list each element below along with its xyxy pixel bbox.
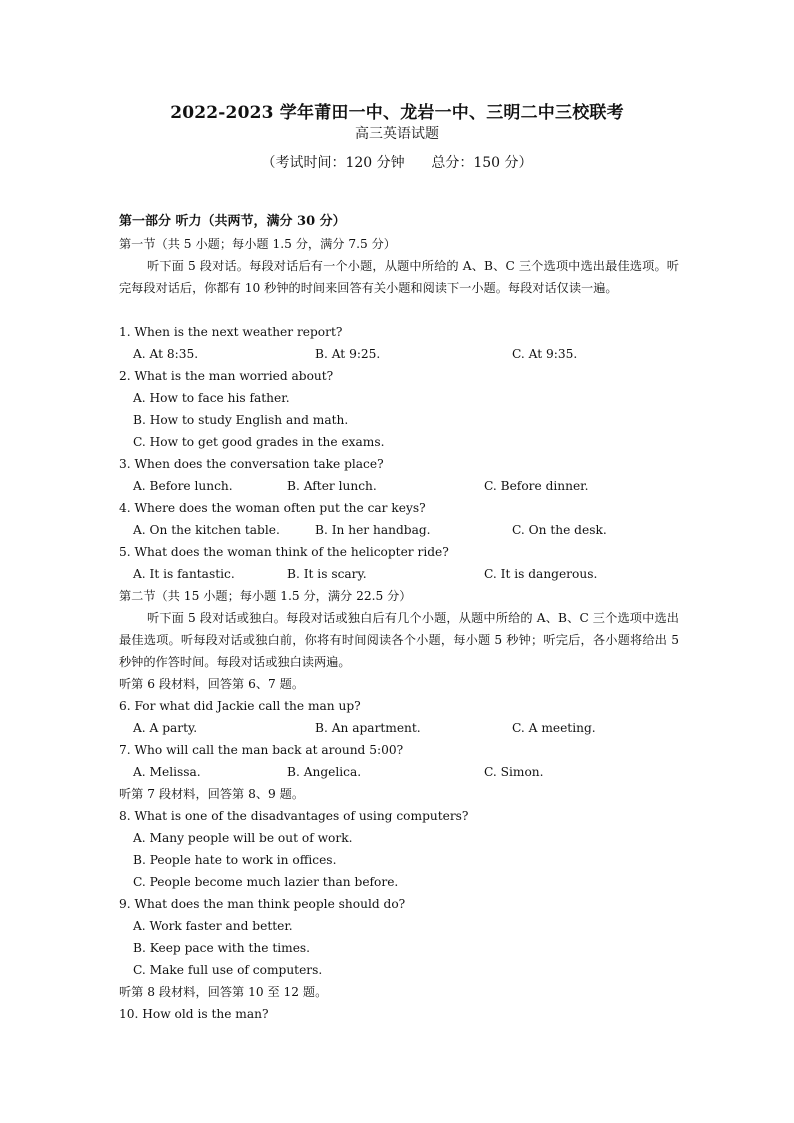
section2-instruction: 听下面 5 段对话或独白。每段对话或独白后有几个小题，从题中所给的 A、B、C 三个选项中选出最佳选项。听每段对话或独白前，你将有时间阅读各个小题，每小题 5 秒钟；听完后，各小题将给出 5 秒钟的作答时间。每段对话或独白读两遍。 — [119, 611, 679, 669]
exam-content — [119, 211, 679, 1025]
section1-heading: 第一节（共 5 小题；每小题 1.5 分，满分 7.5 分） — [119, 237, 396, 251]
question-1: 1. When is the next weather report? — [119, 325, 343, 339]
option-c: C. People become much lazier than before. — [133, 875, 399, 889]
question-7-options — [119, 761, 679, 783]
option-b: B. How to study English and math. — [133, 413, 349, 427]
section1-instruction: 听下面 5 段对话。每段对话后有一个小题，从题中所给的 A、B、C 三个选项中选出最佳选项。听完每段对话后，你都有 10 秒钟的时间来回答有关小题和阅读下一小题。每段对话仅读一遍。 — [119, 259, 679, 295]
option-c: C. It is dangerous. — [484, 567, 598, 581]
option-c: C. Before dinner. — [484, 479, 589, 493]
option-a: A. Many people will be out of work. — [133, 831, 353, 845]
question-3-options — [119, 475, 679, 497]
option-c: C. At 9:35. — [512, 347, 578, 361]
question-2: 2. What is the man worried about? — [119, 369, 334, 383]
option-a: A. Work faster and better. — [133, 919, 293, 933]
option-a: A. It is fantastic. — [133, 567, 235, 581]
section2-heading: 第二节（共 15 小题；每小题 1.5 分，满分 22.5 分） — [119, 589, 412, 603]
question-5: 5. What does the woman think of the helicopter ride? — [119, 545, 449, 559]
option-a: A. How to face his father. — [133, 391, 290, 405]
option-c: C. Simon. — [484, 765, 544, 779]
question-1-options — [119, 343, 679, 365]
part1-heading: 第一部分 听力（共两节，满分 30 分） — [119, 214, 346, 229]
option-b: B. Keep pace with the times. — [133, 941, 311, 955]
question-7: 7. Who will call the man back at around 5:00? — [119, 743, 404, 757]
option-b: B. People hate to work in offices. — [133, 853, 337, 867]
option-c: C. On the desk. — [512, 523, 607, 537]
option-c: C. Make full use of computers. — [133, 963, 323, 977]
question-6: 6. For what did Jackie call the man up? — [119, 699, 361, 713]
option-a: A. A party. — [133, 721, 198, 735]
option-c: C. How to get good grades in the exams. — [133, 435, 385, 449]
option-a: A. On the kitchen table. — [133, 523, 280, 537]
option-c: C. A meeting. — [512, 721, 596, 735]
material-8-note: 听第 8 段材料，回答第 10 至 12 题。 — [119, 985, 328, 999]
option-a: A. At 8:35. — [133, 347, 199, 361]
material-7-note: 听第 7 段材料，回答第 8、9 题。 — [119, 787, 305, 801]
question-4-options — [119, 519, 679, 541]
question-4: 4. Where does the woman often put the car keys? — [119, 501, 426, 515]
question-9: 9. What does the man think people should do? — [119, 897, 406, 911]
option-a: A. Melissa. — [133, 765, 201, 779]
question-10: 10. How old is the man? — [119, 1007, 269, 1021]
exam-meta: （考试时间：120 分钟 总分：150 分） — [261, 155, 533, 171]
option-b: B. At 9:25. — [315, 347, 381, 361]
material-6-note: 听第 6 段材料，回答第 6、7 题。 — [119, 677, 305, 691]
option-b: B. An apartment. — [315, 721, 421, 735]
question-5-options — [119, 563, 679, 585]
option-b: B. After lunch. — [287, 479, 377, 493]
question-3: 3. When does the conversation take place? — [119, 457, 384, 471]
option-a: A. Before lunch. — [133, 479, 233, 493]
question-6-options — [119, 717, 679, 739]
option-b: B. In her handbag. — [315, 523, 431, 537]
exam-subtitle: 高三英语试题 — [355, 126, 439, 142]
option-b: B. Angelica. — [287, 765, 362, 779]
exam-title: 2022-2023 学年莆田一中、龙岩一中、三明二中三校联考 — [170, 103, 624, 123]
option-b: B. It is scary. — [287, 567, 367, 581]
question-8: 8. What is one of the disadvantages of using computers? — [119, 809, 469, 823]
